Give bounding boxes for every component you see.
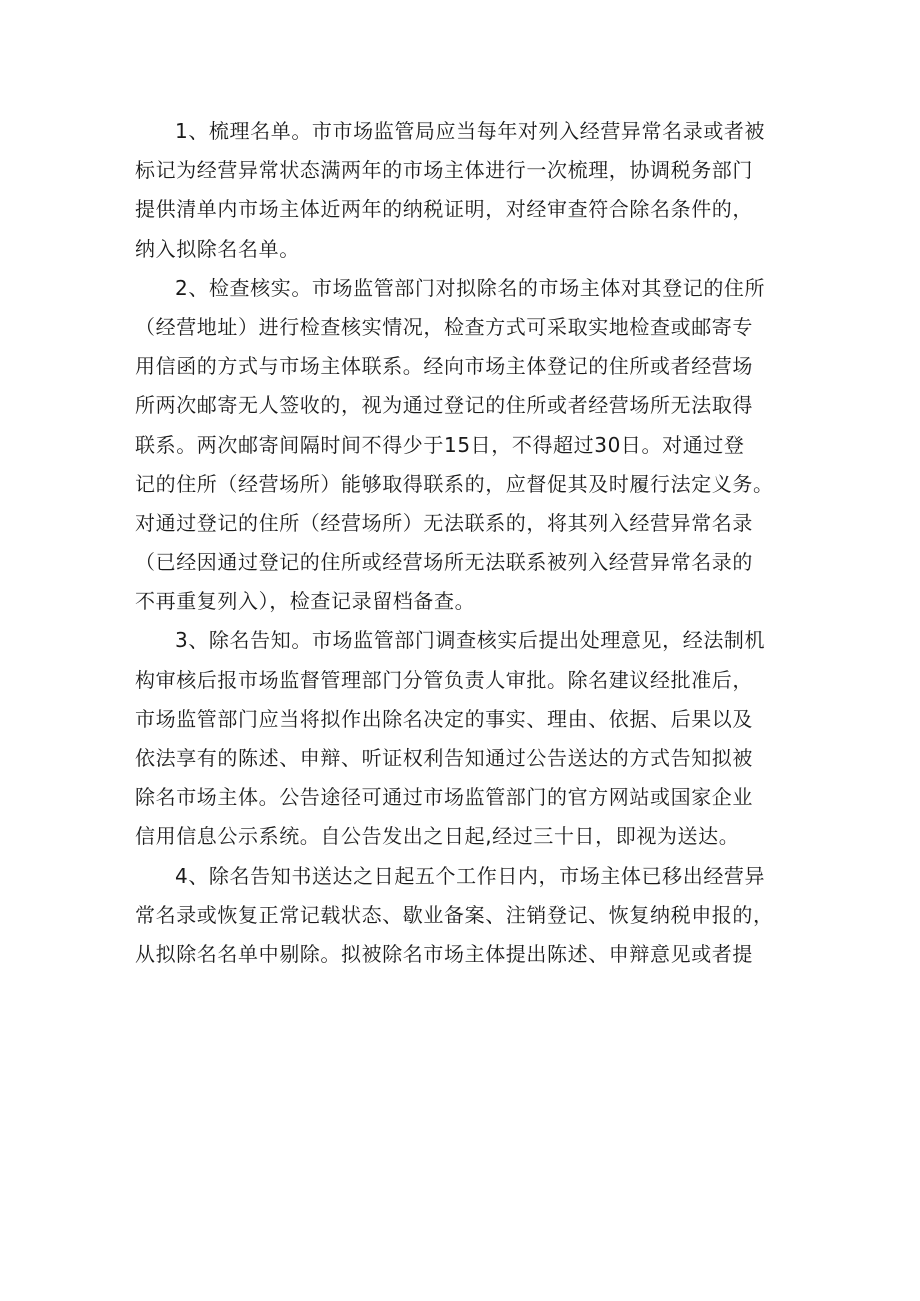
paragraph-3 [135, 621, 795, 856]
text-line: 对通过登记的住所（经营场所）无法联系的，将其列入经营异常名录 [135, 510, 753, 535]
text-line: 构审核后报市场监督管理部门分管负责人审批。除名建议经批准后， [135, 667, 753, 692]
paragraph-4 [135, 857, 795, 975]
text-line: 常名录或恢复正常记载状态、歇业备案、注销登记、恢复纳税申报的， [135, 902, 774, 927]
document-body [135, 112, 795, 974]
text-line: （经营地址）进行检查核实情况，检查方式可采取实地检查或邮寄专 [135, 314, 753, 339]
text-line: 4、除名告知书送达之日起五个工作日内，市场主体已移出经营异 [175, 863, 766, 888]
text-line: 从拟除名名单中剔除。拟被除名市场主体提出陈述、申辩意见或者提 [135, 941, 753, 966]
text-line: 除名市场主体。公告途径可通过市场监管部门的官方网站或国家企业 [135, 785, 753, 810]
text-line: （已经因通过登记的住所或经营场所无法联系被列入经营异常名录的 [135, 550, 753, 575]
text-line: 不再重复列入），检查记录留档备查。 [135, 589, 476, 614]
text-line: 纳入拟除名名单。 [135, 236, 300, 261]
text-line: 1、梳理名单。市市场监管局应当每年对列入经营异常名录或者被 [175, 119, 766, 143]
text-line: 所两次邮寄无人签收的，视为通过登记的住所或者经营场所无法取得 [135, 393, 753, 418]
text-line: 用信函的方式与市场主体联系。经向市场主体登记的住所或者经营场 [135, 354, 753, 379]
text-line: 依法享有的陈述、申辩、听证权利告知通过公告送达的方式告知拟被 [135, 746, 753, 770]
text-line: 3、除名告知。市场监管部门调查核实后提出处理意见，经法制机 [175, 628, 766, 653]
text-line: 提供清单内市场主体近两年的纳税证明，对经审查符合除名条件的， [135, 197, 753, 222]
text-line: 联系。两次邮寄间隔时间不得少于15日，不得超过30日。对通过登 [135, 432, 745, 457]
paragraph-2 [135, 269, 795, 622]
text-line: 2、检查核实。市场监管部门对拟除名的市场主体对其登记的住所 [175, 275, 766, 300]
text-line: 信用信息公示系统。自公告发出之日起,经过三十日，即视为送达。 [135, 824, 740, 849]
text-line: 标记为经营异常状态满两年的市场主体进行一次梳理，协调税务部门 [135, 158, 753, 183]
text-line: 市场监管部门应当将拟作出除名决定的事实、理由、依据、后果以及 [135, 706, 753, 731]
paragraph-1 [135, 112, 795, 269]
text-line: 记的住所（经营场所）能够取得联系的，应督促其及时履行法定义务。 [135, 471, 774, 496]
